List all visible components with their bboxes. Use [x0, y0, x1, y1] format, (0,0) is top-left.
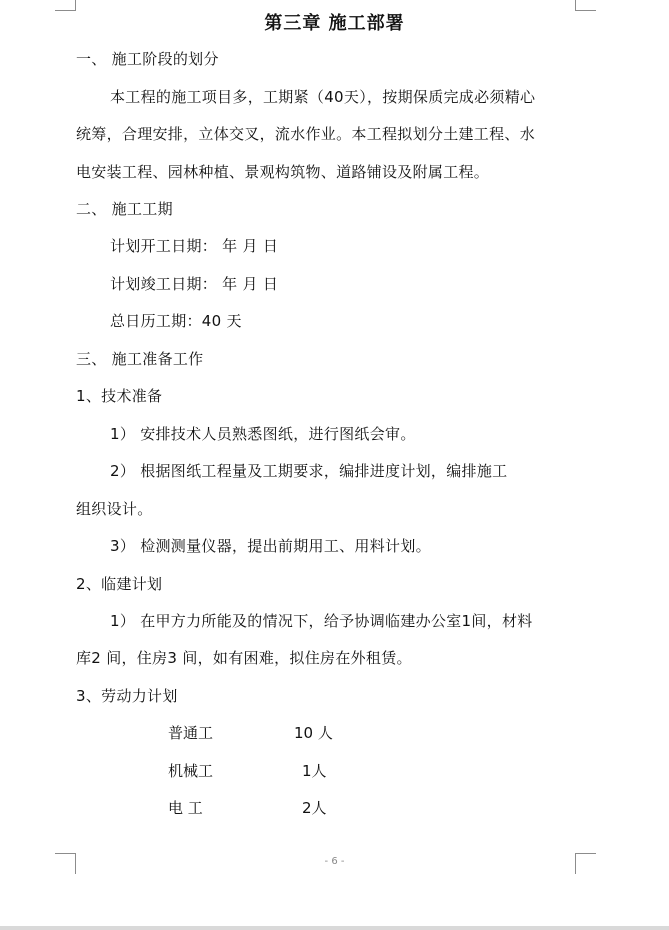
subheading-technical: 1、技术准备	[76, 387, 163, 405]
completion-date-line: 计划竣工日期： 年 月 日	[110, 275, 279, 293]
list-item-continuation: 库2 间，住房3 间，如有困难，拟住房在外租赁。	[76, 649, 412, 667]
list-item-continuation: 组织设计。	[76, 500, 153, 518]
paragraph-line: 电安装工程、园林种植、景观构筑物、道路铺设及附属工程。	[76, 163, 490, 181]
start-date-line: 计划开工日期： 年 月 日	[110, 237, 279, 255]
paragraph-line: 本工程的施工项目多，工期紧（40天），按期保质完成必须精心	[110, 88, 536, 106]
page-bottom-border	[0, 926, 669, 930]
list-item: 1） 在甲方力所能及的情况下，给予协调临建办公室1间，材料	[110, 612, 533, 630]
section-heading-preparation: 三、 施工准备工作	[76, 350, 204, 368]
list-item: 1） 安排技术人员熟悉图纸，进行图纸会审。	[110, 425, 416, 443]
labor-name: 普通工	[168, 724, 214, 742]
chapter-title: 第三章 施工部署	[264, 13, 405, 34]
labor-count: 10 人	[294, 724, 333, 742]
labor-count: 1人	[302, 762, 327, 780]
crop-mark-top-left	[55, 0, 76, 11]
page-number: - 6 -	[324, 856, 345, 867]
labor-count: 2人	[302, 799, 327, 817]
total-duration-line: 总日历工期：40 天	[110, 312, 242, 330]
section-heading-stages: 一、 施工阶段的划分	[76, 50, 219, 68]
paragraph-line: 统筹，合理安排，立体交叉，流水作业。本工程拟划分土建工程、水	[76, 125, 536, 143]
subheading-labor-plan: 3、劳动力计划	[76, 687, 178, 705]
labor-name: 电 工	[168, 799, 203, 817]
list-item: 2） 根据图纸工程量及工期要求，编排进度计划，编排施工	[110, 462, 508, 480]
labor-name: 机械工	[168, 762, 214, 780]
section-heading-schedule: 二、 施工工期	[76, 200, 173, 218]
list-item: 3） 检测测量仪器，提出前期用工、用料计划。	[110, 537, 431, 555]
crop-mark-top-right	[575, 0, 596, 11]
subheading-temporary-facilities: 2、临建计划	[76, 575, 163, 593]
